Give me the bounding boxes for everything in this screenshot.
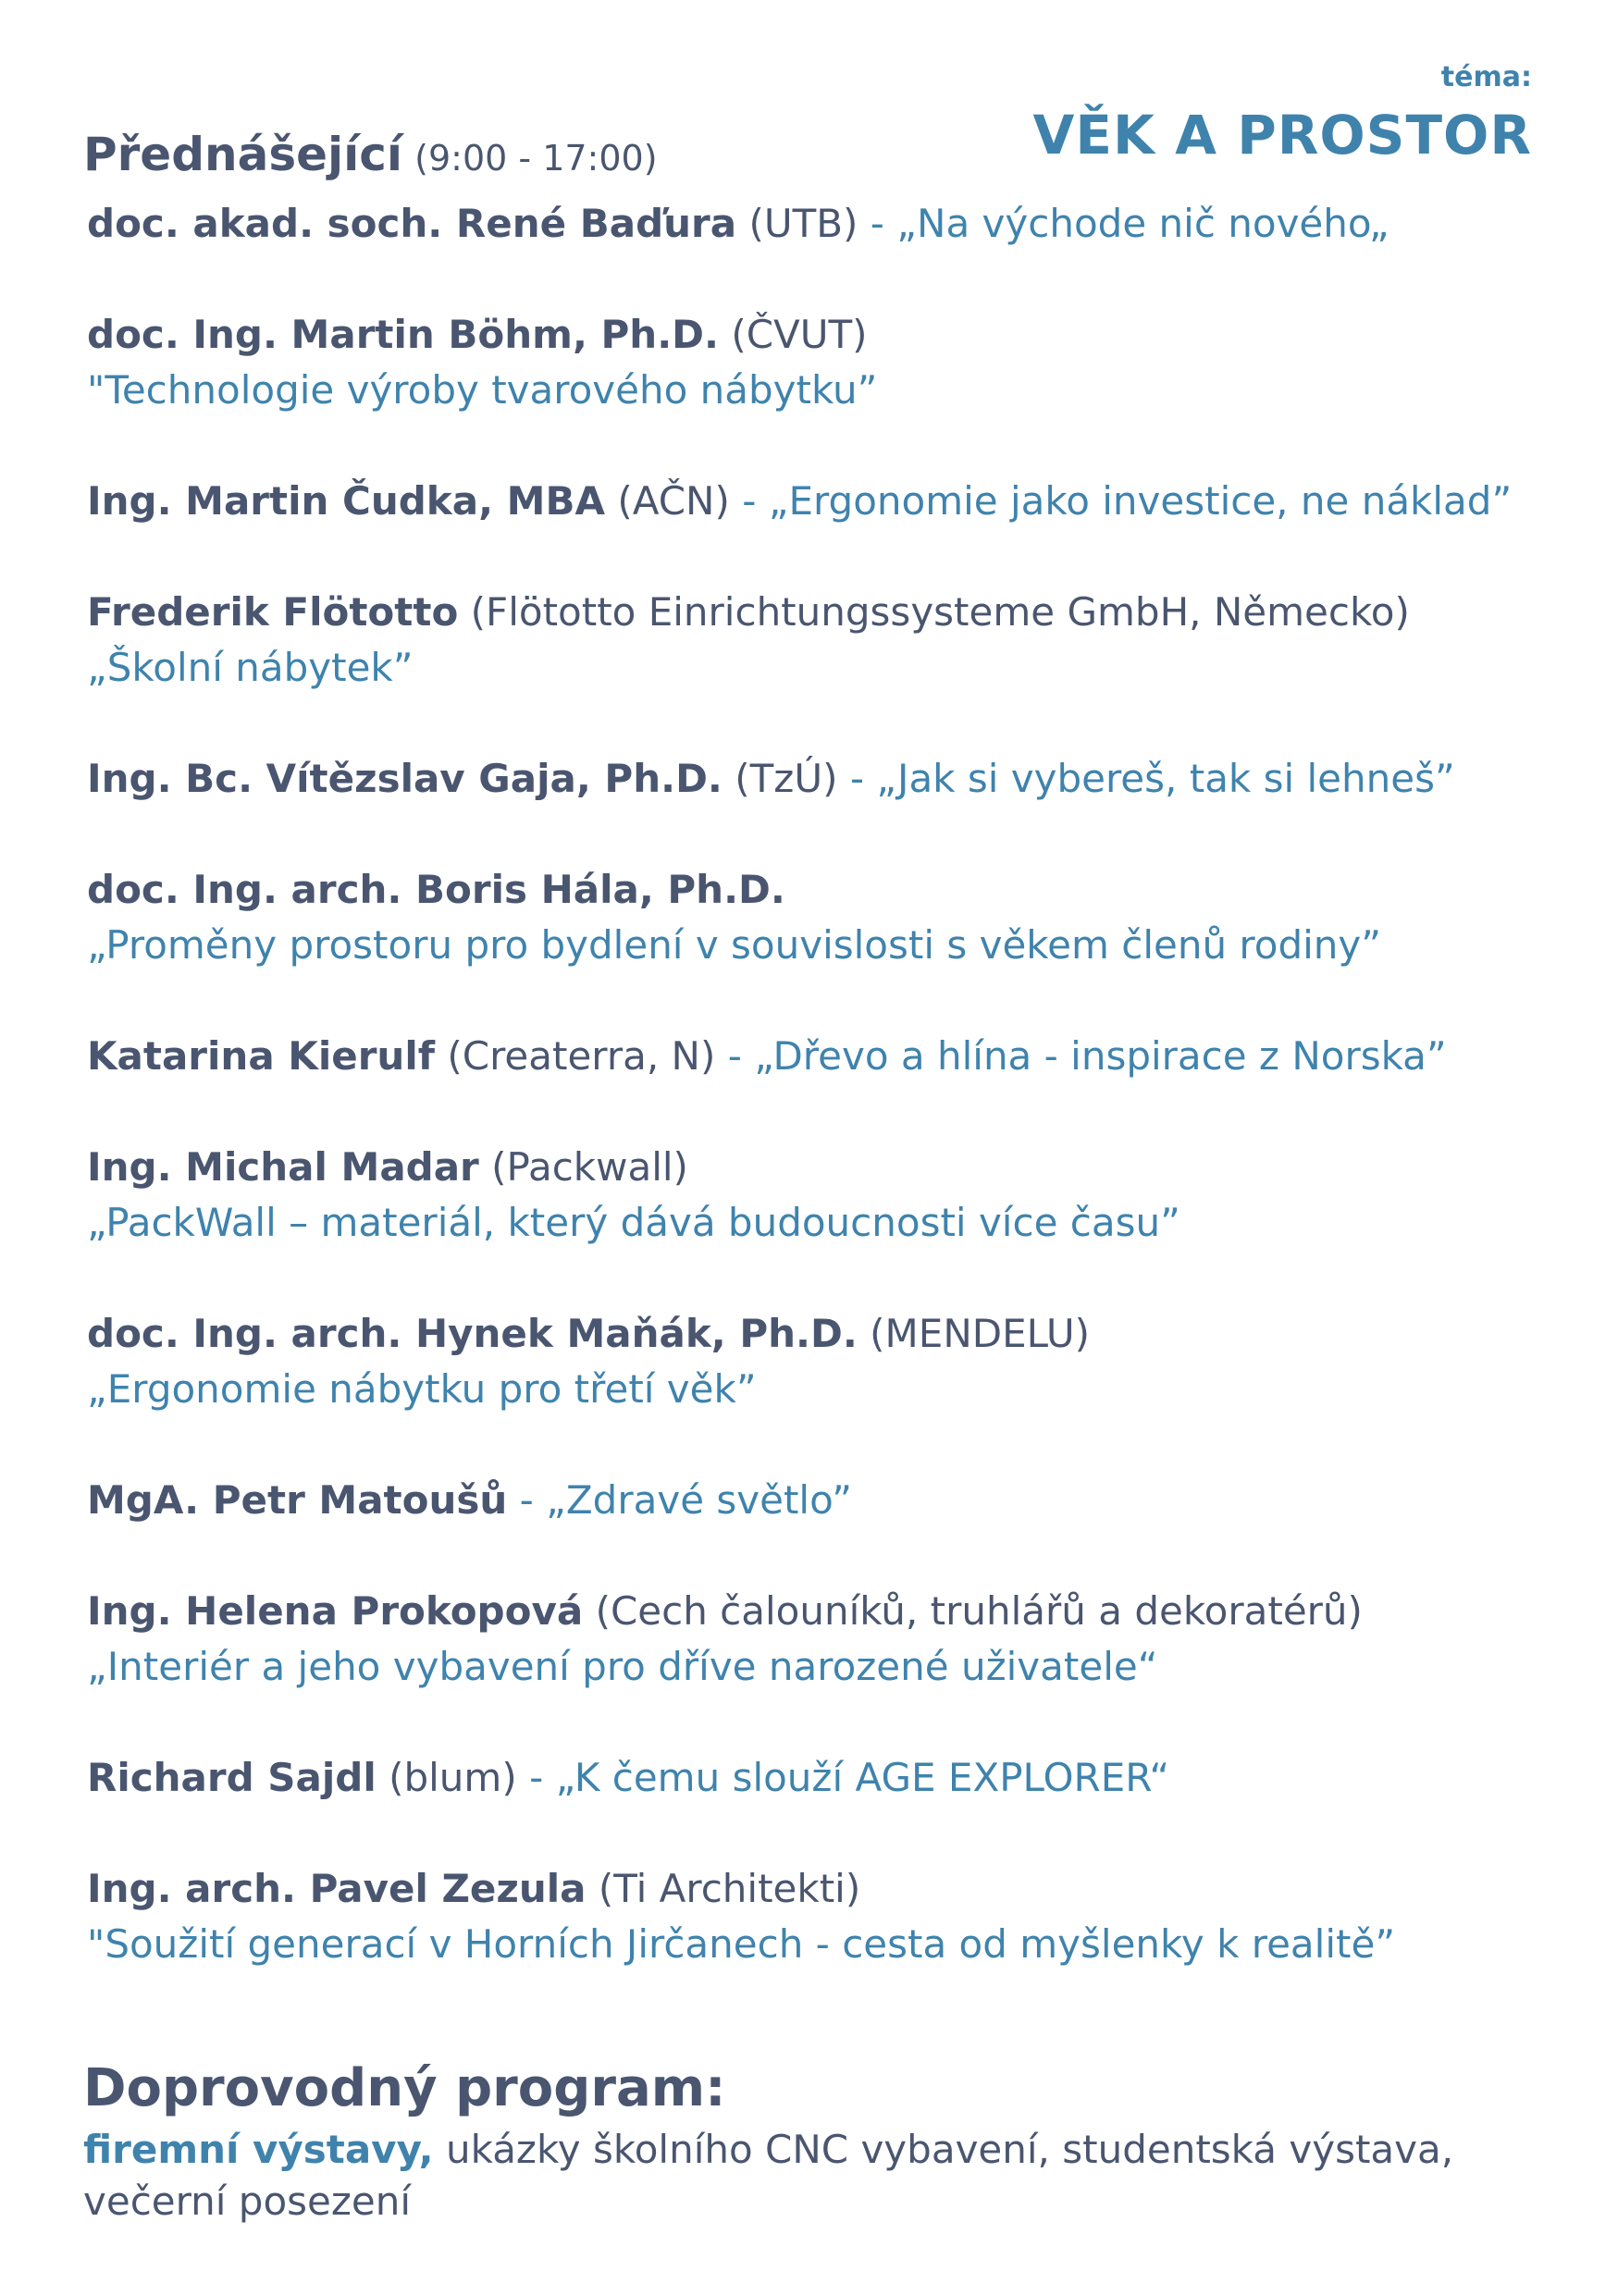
separator-dash: - — [837, 756, 877, 801]
talk-line — [87, 1639, 1586, 1695]
theme-label: téma: — [1440, 61, 1532, 93]
speaker-item — [87, 1473, 1586, 1528]
speaker-item — [87, 1140, 1586, 1251]
program-rest-line2: večerní posezení — [83, 2179, 412, 2224]
speaker-line — [87, 1861, 1586, 1917]
separator-dash: - — [715, 1033, 755, 1079]
theme-title: VĚK A PROSTOR — [1032, 104, 1532, 167]
speaker-item — [87, 1584, 1586, 1695]
talk-line — [87, 1917, 1586, 1972]
speaker-institution: (ČVUT) — [731, 312, 868, 357]
speaker-line — [87, 1140, 1586, 1195]
speaker-institution: (Ti Architekti) — [598, 1866, 861, 1911]
speaker-institution: (Packwall) — [491, 1144, 688, 1190]
separator-dash: - — [507, 1477, 547, 1523]
talk-title: „Proměny prostoru pro bydlení v souvislosti s věkem členů rodiny” — [87, 922, 1382, 968]
speaker-institution: (Createrra, N) — [447, 1033, 716, 1079]
speakers-list — [87, 196, 1586, 2028]
talk-title: „Dřevo a hlína - inspirace z Norska” — [754, 1033, 1447, 1079]
speaker-name: Katarina Kierulf — [87, 1033, 435, 1079]
speaker-name: Ing. arch. Pavel Zezula — [87, 1866, 587, 1911]
speaker-institution: (blum) — [389, 1755, 517, 1800]
speaker-item — [87, 1861, 1586, 1972]
speaker-item — [87, 1306, 1586, 1417]
speaker-name: Ing. Martin Čudka, MBA — [87, 478, 605, 524]
speaker-line — [87, 307, 1586, 363]
speakers-heading — [83, 128, 658, 181]
speaker-name: Frederik Flötotto — [87, 589, 459, 635]
speakers-heading-time: (9:00 - 17:00) — [414, 138, 658, 179]
talk-title: „Na východe nič nového„ — [896, 201, 1390, 246]
speaker-item — [87, 1029, 1586, 1084]
program-text — [83, 2124, 1582, 2228]
speaker-name: MgA. Petr Matoušů — [87, 1477, 508, 1523]
speakers-heading-title: Přednášející — [83, 128, 403, 181]
talk-title: „K čemu slouží AGE EXPLORER“ — [555, 1755, 1170, 1800]
speaker-institution: (Flötotto Einrichtungssysteme GmbH, Německo) — [470, 589, 1410, 635]
program-title: Doprovodný program: — [83, 2058, 726, 2118]
talk-title: „Zdravé světlo” — [546, 1477, 853, 1523]
speaker-name: doc. Ing. arch. Hynek Maňák, Ph.D. — [87, 1311, 858, 1356]
talk-line — [87, 918, 1586, 973]
talk-title: "Technologie výroby tvarového nábytku” — [87, 367, 878, 413]
speaker-line — [87, 474, 1586, 529]
talk-title: "Soužití generací v Horních Jirčanech - cesta od myšlenky k realitě” — [87, 1921, 1396, 1967]
speaker-line — [87, 1473, 1586, 1528]
talk-line — [87, 1195, 1586, 1251]
speaker-line — [87, 862, 1586, 918]
speaker-name: doc. akad. soch. René Baďura — [87, 201, 737, 246]
speaker-line — [87, 1584, 1586, 1639]
speaker-item — [87, 196, 1586, 252]
separator-dash: - — [516, 1755, 556, 1800]
speaker-line — [87, 196, 1586, 252]
speaker-name: Richard Sajdl — [87, 1755, 377, 1800]
separator-dash: - — [729, 478, 769, 524]
speaker-item — [87, 862, 1586, 973]
speaker-item — [87, 307, 1586, 418]
talk-title: „Interiér a jeho vybavení pro dříve narozené uživatele“ — [87, 1644, 1158, 1689]
speaker-name: doc. Ing. arch. Boris Hála, Ph.D. — [87, 867, 785, 912]
talk-line — [87, 1362, 1586, 1417]
talk-title: „Školní nábytek” — [87, 645, 414, 690]
accompanying-program — [83, 2054, 1582, 2228]
separator-dash: - — [858, 201, 897, 246]
talk-title: „PackWall – materiál, který dává budoucnosti více času” — [87, 1200, 1180, 1245]
speaker-institution: (AČN) — [617, 478, 730, 524]
speaker-institution: (UTB) — [748, 201, 858, 246]
talk-title: „Ergonomie jako investice, ne náklad” — [768, 478, 1513, 524]
speaker-institution: (TzÚ) — [735, 756, 838, 801]
speaker-line — [87, 585, 1586, 640]
speaker-item — [87, 474, 1586, 529]
speaker-name: Ing. Michal Madar — [87, 1144, 479, 1190]
speaker-name: doc. Ing. Martin Böhm, Ph.D. — [87, 312, 719, 357]
speaker-item — [87, 751, 1586, 807]
speaker-institution: (Cech čalouníků, truhlářů a dekoratérů) — [595, 1588, 1363, 1634]
speaker-name: Ing. Helena Prokopová — [87, 1588, 584, 1634]
speaker-line — [87, 1306, 1586, 1362]
talk-title: „Ergonomie nábytku pro třetí věk” — [87, 1366, 757, 1412]
talk-line — [87, 640, 1586, 696]
speaker-institution: (MENDELU) — [870, 1311, 1091, 1356]
speaker-line — [87, 1029, 1586, 1084]
program-highlight: firemní výstavy, — [83, 2127, 434, 2172]
speaker-item — [87, 1750, 1586, 1806]
speaker-line — [87, 751, 1586, 807]
speaker-line — [87, 1750, 1586, 1806]
talk-line — [87, 363, 1586, 418]
speaker-name: Ing. Bc. Vítězslav Gaja, Ph.D. — [87, 756, 723, 801]
speaker-item — [87, 585, 1586, 696]
talk-title: „Jak si vybereš, tak si lehneš” — [876, 756, 1455, 801]
program-rest-line1: ukázky školního CNC vybavení, studentská výstava, — [433, 2127, 1454, 2172]
